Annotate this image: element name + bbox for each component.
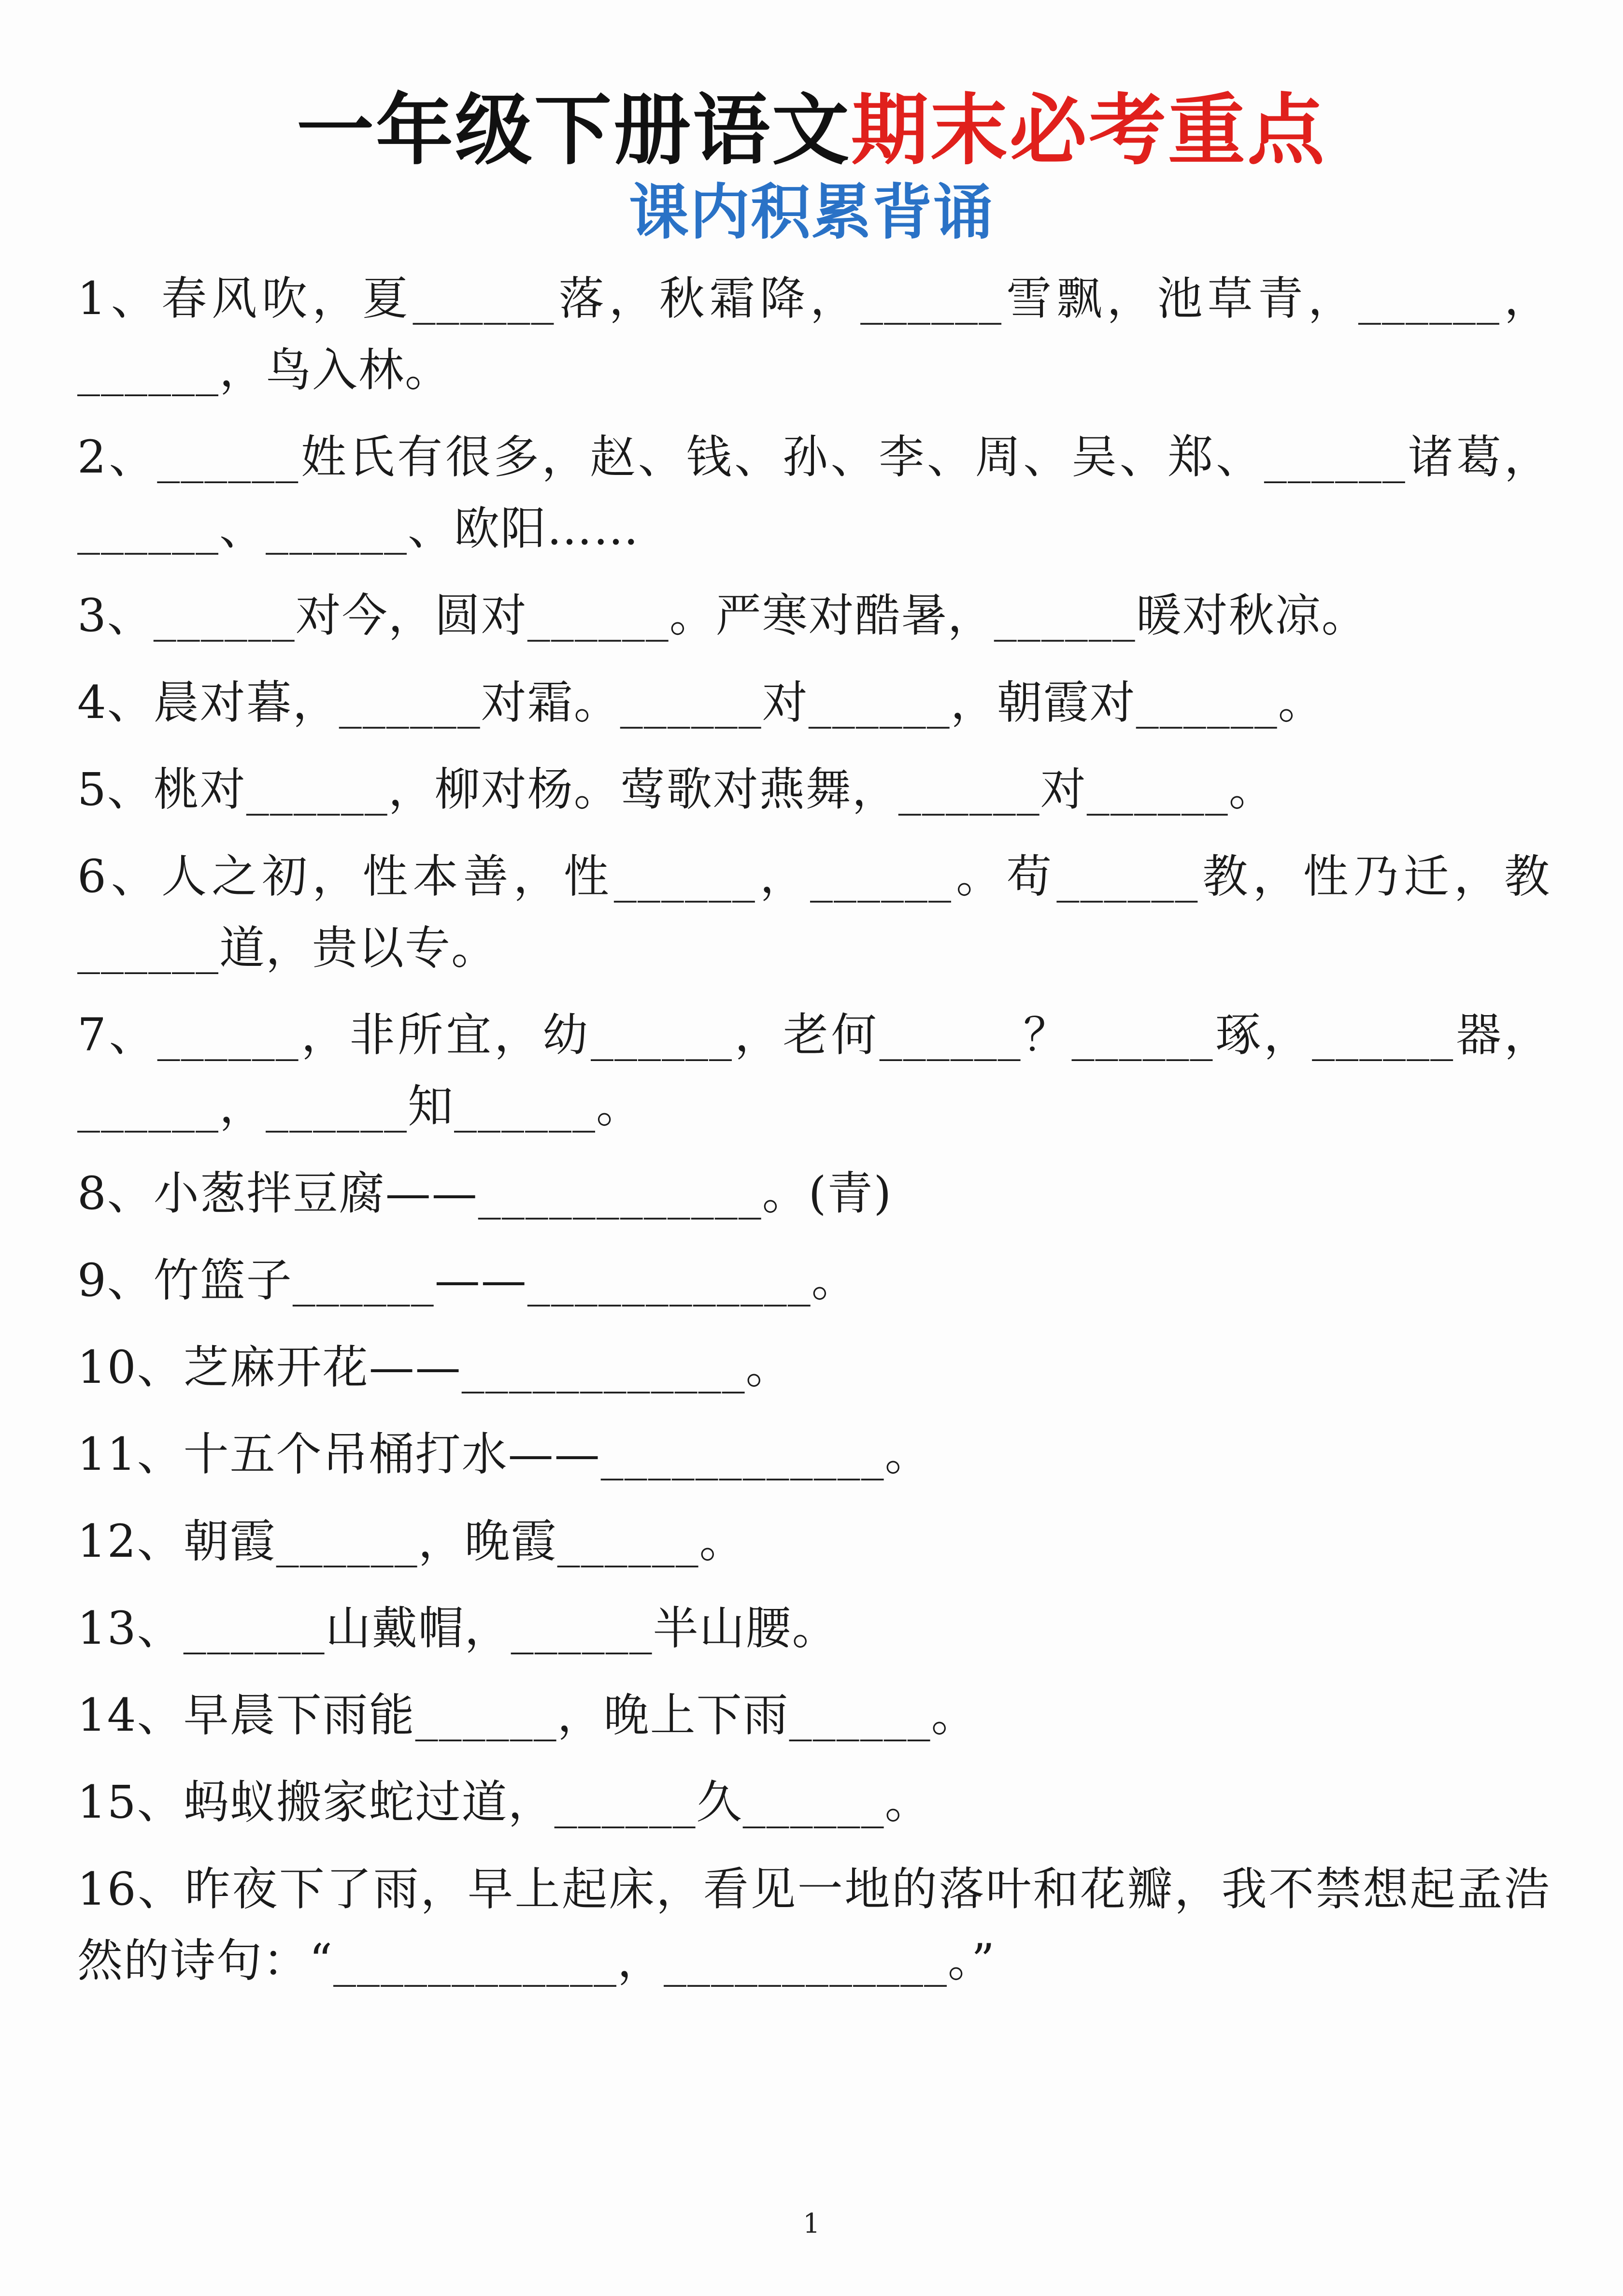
page-subtitle: 课内积累背诵 [628,178,994,247]
question-8: 8、小葱拌豆腐——____________。(青) [77,1167,893,1220]
question-list [77,263,1551,2012]
page-number: 1 [803,2208,820,2239]
question-14: 14、早晨下雨能______，晚上下雨______。 [77,1689,978,1742]
title-black-part: 一年级下册语文 [296,85,851,175]
page-title [0,82,1623,179]
question-11: 11、十五个吊桶打水——____________。 [77,1428,931,1481]
question-3: 3、______对今，圆对______。严寒对酷暑，______暖对秋凉。 [77,589,1368,642]
question-9: 9、竹篮子______——____________。 [77,1254,858,1307]
question-4: 4、晨对暮，______对霜。______对______，朝霞对______。 [77,676,1324,729]
question-5: 5、桃对______，柳对杨。莺歌对燕舞，______对______。 [77,763,1275,816]
title-red-part: 期末必考重点 [851,85,1327,175]
question-10: 10、芝麻开花——____________。 [77,1341,792,1394]
question-15: 15、蚂蚁搬家蛇过道，______久______。 [77,1776,931,1829]
question-13: 13、______山戴帽，______半山腰。 [77,1602,839,1655]
question-16: 16、昨夜下了雨，早上起床，看见一地的落叶和花瓣，我不禁想起孟浩然的诗句：“____________，____________。” [77,1863,1551,1987]
question-6: 6、人之初，性本善，性______，______。苟______教，性乃迁，教______道，贵以专。 [77,850,1551,975]
question-2: 2、______姓氏有很多，赵、钱、孙、李、周、吴、郑、______诸葛，______、______、欧阳…… [77,431,1551,555]
question-1: 1、春风吹，夏______落，秋霜降，______雪飘，池草青，______，______，鸟入林。 [77,273,1551,397]
question-12: 12、朝霞______，晚霞______。 [77,1515,746,1568]
question-7: 7、______，非所宜，幼______，老何______？______琢，______器，______，______知______。 [77,1009,1551,1133]
